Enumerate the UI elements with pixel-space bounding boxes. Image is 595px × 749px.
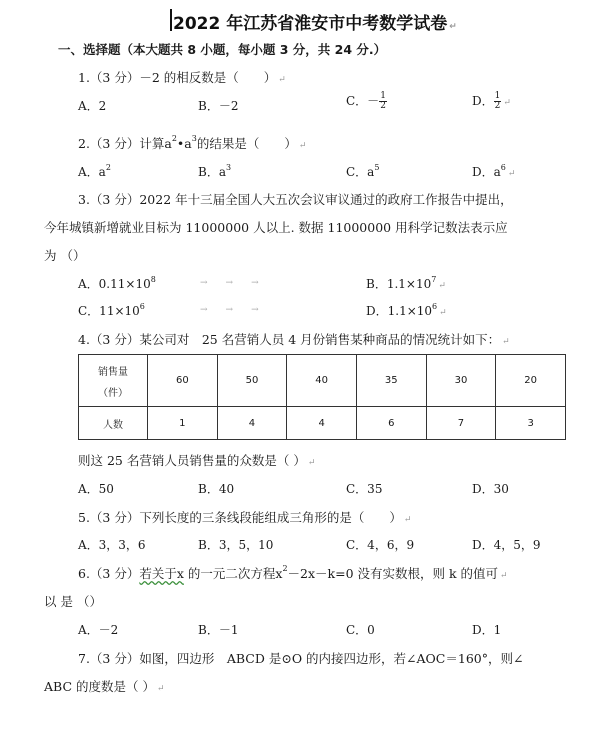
q3-option-d xyxy=(366,302,447,319)
table-cell: 40 xyxy=(287,355,357,407)
q3-b-exponent: 7 xyxy=(431,275,437,284)
question-7-line-2 xyxy=(44,677,165,695)
table-row xyxy=(79,355,566,407)
table-cell: 6 xyxy=(356,407,426,440)
paragraph-mark-icon: ↵ xyxy=(156,684,165,694)
question-7-line-1: 7.（3 分）如图，四边形 ABCD 是⊙O 的内接四边形，若∠AOC＝160°，则∠ xyxy=(78,651,524,666)
q3-a-label: A．0.11×10 xyxy=(78,277,151,291)
question-4-follow-up-text: 则这 25 名营销人员销售量的众数是（ ） xyxy=(78,453,306,468)
paragraph-mark-icon: ↵ xyxy=(500,571,508,581)
q6-stem-a: 6.（3 分） xyxy=(78,566,140,581)
question-1-stem: 1.（3 分）－2 的相反数是（ ） xyxy=(78,70,277,85)
q2-c-label: C．a xyxy=(346,165,375,179)
header-line-1: 销售量 xyxy=(98,366,128,378)
section-heading: 一、选择题（本大题共 8 小题，每小题 3 分，共 24 分.） xyxy=(58,42,387,57)
q3-d-label: D．1.1×10 xyxy=(366,304,433,318)
q2-d-exponent: 6 xyxy=(500,163,506,172)
question-3-line-2: 今年城镇新增就业目标为 11000000 人以上. 数据 11000000 用科学记数法表示应 xyxy=(44,220,508,235)
q5-option-d: D．4，5，9 xyxy=(472,538,541,552)
sales-table xyxy=(78,354,566,440)
paragraph-mark-icon: ↵ xyxy=(439,308,447,318)
q2-d-label: D．a xyxy=(472,165,501,179)
q2-option-b xyxy=(198,163,231,180)
q3-b-label: B．1.1×10 xyxy=(366,277,432,291)
fraction-numerator: 1 xyxy=(494,91,501,101)
paragraph-mark-icon: ↵ xyxy=(503,98,511,108)
question-5-stem: 5.（3 分）下列长度的三条线段能组成三角形的是（ ） xyxy=(78,510,402,525)
table-cell: 4 xyxy=(217,407,287,440)
q6-option-b: B．－1 xyxy=(198,623,239,637)
q2-stem-b: •a xyxy=(176,136,192,151)
question-3-line-3: 为 （） xyxy=(44,248,86,263)
table-cell: 3 xyxy=(496,407,566,440)
paragraph-mark-icon: ↵ xyxy=(278,75,286,85)
table-cell: 50 xyxy=(217,355,287,407)
table-cell: 60 xyxy=(148,355,218,407)
table-cell: 35 xyxy=(356,355,426,407)
paragraph-mark-icon: ↵ xyxy=(438,281,446,291)
q2-stem-a: 2.（3 分）计算a xyxy=(78,136,172,151)
question-6-line-2: 以 是 （） xyxy=(44,594,102,609)
fraction-denominator: 2 xyxy=(494,101,501,111)
q3-c-label: C．11×10 xyxy=(78,304,140,318)
q5-option-c: C．4，6，9 xyxy=(346,538,415,552)
paragraph-mark-icon: ↵ xyxy=(449,22,457,32)
question-4 xyxy=(78,330,510,348)
table-cell: 4 xyxy=(287,407,357,440)
question-4-stem: 4.（3 分）某公司对 25 名营销人员 4 月份销售某种商品的情况统计如下： xyxy=(78,332,501,347)
q2-exponent-2: 3 xyxy=(191,134,197,143)
q1-option-d xyxy=(472,92,511,111)
q3-c-exponent: 6 xyxy=(139,302,145,311)
title-text: 2022 年江苏省淮安市中考数学试卷 xyxy=(173,14,448,34)
q2-b-exponent: 3 xyxy=(225,163,232,172)
question-6-line-1 xyxy=(78,564,508,582)
q1-option-b: B．－2 xyxy=(198,99,239,113)
q3-option-c xyxy=(78,302,145,319)
fraction-denominator: 2 xyxy=(380,101,386,111)
paragraph-mark-icon: ↵ xyxy=(502,337,510,347)
question-7-line-2-text: ABC 的度数是（ ） xyxy=(44,679,155,694)
question-2 xyxy=(78,134,306,152)
table-cell: 20 xyxy=(496,355,566,407)
q2-option-d xyxy=(472,163,515,180)
paragraph-mark-icon: ↵ xyxy=(307,458,316,468)
q4-option-a: A．50 xyxy=(78,482,114,496)
paragraph-mark-icon: ↵ xyxy=(403,515,412,525)
q6-option-c: C．0 xyxy=(346,623,375,637)
q5-option-b: B．3，5，10 xyxy=(198,538,274,552)
header-line-2: （件） xyxy=(98,387,128,399)
q2-stem-c: 的结果是（ ） xyxy=(196,136,297,151)
table-header-cell xyxy=(79,355,148,407)
q6-option-a: A．－2 xyxy=(78,623,119,637)
q6-grammar-underlined: 若关于x xyxy=(139,566,184,581)
table-cell: 1 xyxy=(148,407,218,440)
table-header-cell: 人数 xyxy=(79,407,148,440)
q4-option-d: D．30 xyxy=(472,482,509,496)
q6-exponent: 2 xyxy=(282,564,288,573)
q6-stem-c: －2x－k=0 没有实数根，则 k 的值可 xyxy=(287,566,499,581)
q2-option-c xyxy=(346,163,379,180)
fraction-numerator: 1 xyxy=(380,91,386,101)
q3-d-exponent: 6 xyxy=(432,302,438,311)
fraction xyxy=(494,92,502,111)
q2-a-exponent: 2 xyxy=(105,163,111,172)
q2-a-label: A．a xyxy=(78,165,106,179)
q1-option-c-label: C．－ xyxy=(346,94,380,108)
question-1 xyxy=(78,68,286,86)
q6-stem-b: 的一元二次方程x xyxy=(183,566,283,581)
question-5 xyxy=(78,508,411,526)
q5-option-a: A．3，3，6 xyxy=(78,538,146,552)
paragraph-mark-icon: ↵ xyxy=(298,141,307,151)
table-cell: 30 xyxy=(426,355,496,407)
q1-option-a: A．2 xyxy=(78,99,107,113)
table-cell: 7 xyxy=(426,407,496,440)
fraction xyxy=(379,92,387,111)
q4-option-b: B．40 xyxy=(198,482,235,496)
q1-option-c xyxy=(346,92,387,111)
table-row xyxy=(79,407,566,440)
q3-a-exponent: 8 xyxy=(150,275,156,284)
q2-c-exponent: 5 xyxy=(374,163,380,172)
question-3-line-1: 3.（3 分）2022 年十三届全国人大五次会议审议通过的政府工作报告中提出， xyxy=(78,192,513,207)
q3-option-a xyxy=(78,275,156,292)
text-cursor xyxy=(170,9,172,31)
q2-exponent-1: 2 xyxy=(171,134,177,143)
q3-option-b xyxy=(366,275,446,292)
question-4-follow-up xyxy=(78,451,315,469)
page-title xyxy=(173,9,457,34)
tab-marks: → → → xyxy=(200,305,259,315)
tab-marks: → → → xyxy=(200,278,259,288)
q1-option-d-label: D． xyxy=(472,94,494,108)
q2-option-a xyxy=(78,163,111,180)
q6-option-d: D．1 xyxy=(472,623,502,637)
q2-b-label: B．a xyxy=(198,165,226,179)
q4-option-c: C．35 xyxy=(346,482,383,496)
paragraph-mark-icon: ↵ xyxy=(507,169,516,179)
